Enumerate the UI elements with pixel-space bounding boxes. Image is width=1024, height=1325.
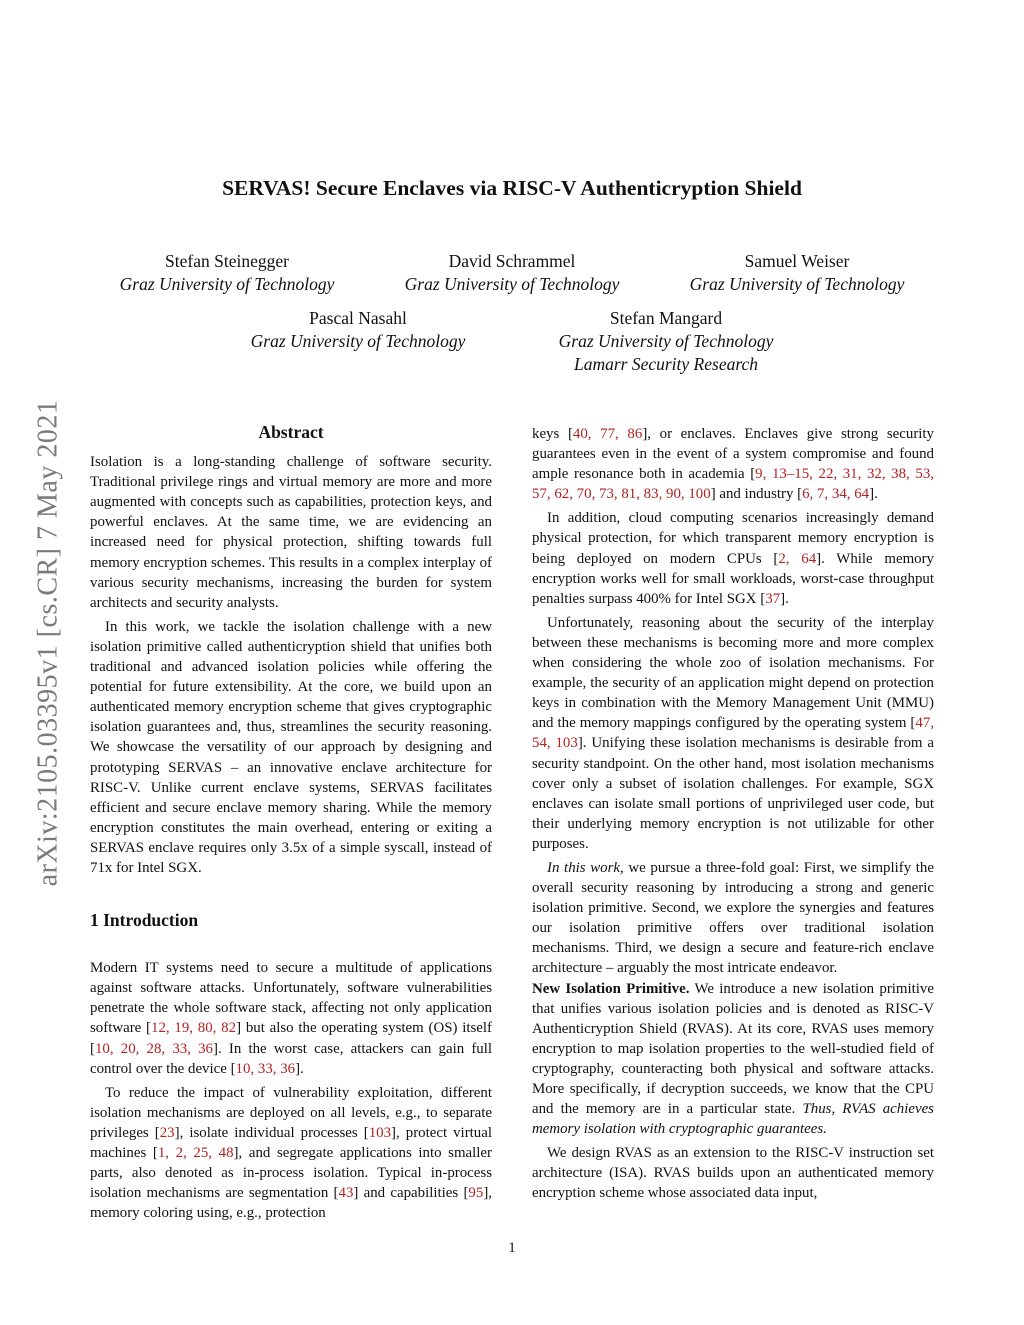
citation-link[interactable]: 103 (368, 1124, 392, 1141)
citation-link[interactable]: 2, 64 (778, 550, 817, 567)
section-heading: 1 Introduction (90, 910, 199, 931)
author-block (496, 307, 836, 376)
citation-link[interactable]: 9, 13–15, 22, 31, 32, 38, 53, 57, 62, 70, 73, 81, 83, 90, 100 (532, 466, 934, 503)
emphasis-text: Thus, RVAS achieves memory isolation with cryptographic guarantees. (532, 1101, 934, 1138)
paragraph-lead: In this work (547, 859, 621, 876)
citation-link[interactable]: 23 (159, 1124, 175, 1141)
citation-link[interactable]: 43 (338, 1185, 354, 1202)
citation-link[interactable]: 40, 77, 86 (572, 426, 643, 442)
arxiv-stamp: arXiv:2105.03395v1 [cs.CR] 7 May 2021 (32, 399, 63, 887)
citation-link[interactable]: 10, 33, 36 (235, 1060, 296, 1077)
author-affiliation: Graz University of Technology (689, 274, 905, 294)
author-affiliation: Graz University of Technology (558, 331, 774, 351)
author-affiliation: Graz University of Technology (119, 274, 335, 294)
abstract-heading: Abstract (258, 422, 324, 442)
author-name: David Schrammel (448, 251, 576, 271)
citation-link[interactable]: 12, 19, 80, 82 (151, 1020, 237, 1037)
right-column (532, 424, 934, 1204)
body-paragraph: Modern IT systems need to secure a multitude of applications against software attacks. Unfortunately, software vulnerabilities penetrate the whole software stack, affecting not only application software [12, 19, 80, 82] but also the operating system (OS) itself [10, 20, 28, 33, 36]. In the worst case, attackers can gain full control over the device [10, 33, 36]. (90, 960, 493, 1077)
body-paragraph: In this work, we pursue a three-fold goal: First, we simplify the overall security reasoning by introducing a strong and generic isolation primitive. Second, we explore the synergies and features our isolation primitive offers over traditional isolation mechanisms. Third, we design a secure and feature-rich enclave architecture – arguably the most intricate endeavor. (532, 859, 934, 977)
author-block (627, 250, 967, 296)
abstract-paragraph: Isolation is a long-standing challenge of software security. Traditional privilege rings and virtual memory are more and more augmented with concepts such as capabilities, protection keys, and powerful enclaves. At the same time, we are evidencing an increased need for physical protection, shifting towards full memory encryption schemes. This results in a complex interplay of various security mechanisms, increasing the burden for system architects and security analysts. (90, 454, 492, 611)
body-paragraph: Unfortunately, reasoning about the security of the interplay between these mechanisms is becoming more and more complex when considering the whole zoo of isolation mechanisms. For example, the security of an application might depend on protection keys in combination with the Memory Management Unit (MMU) and the memory mappings configured by the operating system [47, 54, 103]. Unifying these isolation mechanisms is desirable from a security standpoint. On the other hand, most isolation mechanisms cover only a subset of isolation challenges. For example, SGX enclaves can isolate small portions of unprivileged user code, but their underlying memory encryption is not utilizable for other purposes. (532, 614, 934, 852)
citation-link[interactable]: 95 (468, 1185, 484, 1202)
body-paragraph: keys [40, 77, 86], or enclaves. Enclaves give strong security guarantees even in the event of a system compromise and found ample resonance both in academia [9, 13–15, 22, 31, 32, 38, 53, 57, 62, 70, 73, 81, 83, 90, 100] and industry [6, 7, 34, 64]. (532, 426, 934, 503)
author-name: Samuel Weiser (744, 251, 850, 271)
body-paragraph: New Isolation Primitive. We introduce a new isolation primitive that unifies various isolation policies and is denoted as RISC-V Authenticryption Shield (RVAS). At its core, RVAS uses memory encryption to map isolation properties to the well-studied field of cryptography, counteracting both physical and software attacks. More specifically, if decryption succeeds, we know that the CPU and the memory are in a particular state. Thus, RVAS achieves memory isolation with cryptographic guarantees. (532, 980, 934, 1138)
page-number: 1 (508, 1240, 516, 1256)
paragraph-lead: New Isolation Primitive. (532, 980, 690, 997)
body-paragraph: To reduce the impact of vulnerability exploitation, different isolation mechanisms are deployed on all levels, e.g., to separate privileges [23], isolate individual processes [103], protect virtual machines [1, 2, 25, 48], and segregate applications into smaller parts, also denoted as in-process isolation. Typical in-process isolation mechanisms are segmentation [43] and capabilities [95], memory coloring using, e.g., protection (90, 1084, 493, 1222)
body-paragraph: In addition, cloud computing scenarios increasingly demand physical protection, for which transparent memory encryption is being deployed on modern CPUs [2, 64]. While memory encryption works well for small workloads, worst-case throughput penalties surpass 400% for Intel SGX [37]. (532, 510, 934, 607)
body-paragraph: We design RVAS as an extension to the RISC-V instruction set architecture (ISA). RVAS builds upon an authenticated memory encryption scheme whose associated data input, (532, 1145, 934, 1202)
author-affiliation: Graz University of Technology (404, 274, 620, 294)
citation-link[interactable]: 47, 54, 103 (532, 715, 934, 752)
author-affiliation: Lamarr Security Research (573, 354, 759, 374)
author-block (188, 307, 528, 353)
citation-link[interactable]: 37 (765, 590, 781, 607)
citation-link[interactable]: 6, 7, 34, 64 (802, 486, 870, 503)
author-affiliation: Graz University of Technology (250, 331, 466, 351)
paper-title: SERVAS! Secure Enclaves via RISC-V Authenticryption Shield (222, 176, 802, 200)
citation-link[interactable]: 10, 20, 28, 33, 36 (94, 1040, 214, 1057)
abstract-paragraph: In this work, we tackle the isolation challenge with a new isolation primitive called authenticryption shield that unifies both traditional and advanced isolation policies while offering the potential for future extensibility. At the core, we build upon an authenticated memory encryption scheme that gives cryptographic isolation guarantees and, thus, streamlines the security reasoning. We showcase the versatility of our approach by designing and prototyping SERVAS – an innovative enclave architecture for RISC-V. Unlike current enclave systems, SERVAS facilitates efficient and secure enclave memory sharing. While the memory encryption constitutes the main overhead, entering or exiting a SERVAS enclave requires only 3.5x of a simple syscall, instead of 71x for Intel SGX. (90, 618, 492, 876)
author-name: Pascal Nasahl (309, 308, 407, 328)
author-name: Stefan Steinegger (165, 251, 289, 271)
citation-link[interactable]: 1, 2, 25, 48 (157, 1145, 234, 1161)
author-name: Stefan Mangard (609, 308, 723, 328)
left-column (90, 422, 492, 1223)
